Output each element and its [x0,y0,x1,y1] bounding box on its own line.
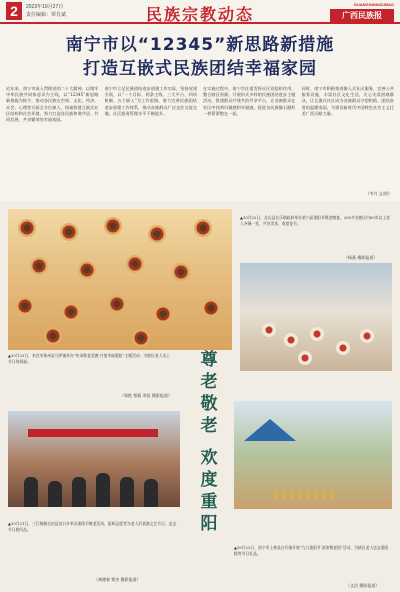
dish-illustration [16,297,34,315]
column-title: 民族宗教动态 [145,5,254,24]
article-column: 同时，南宁市积极推进嵌入式社区服务，完善公共服务设施，丰富社区文化生活，关心关爱困难群众，让互嵌式社区成为各族群众守望相助、团结奋进的温暖家园，为建设新时代中国特色社会主义壮美广西贡献力量。 [301,86,394,116]
plate-illustration [336,341,350,355]
photo-credit: （杨燕 摄影报道） [344,255,378,260]
photo-group-performance [8,411,180,507]
main-headline [0,34,400,80]
bottle-illustration [314,490,317,499]
slogan-char: 尊 [200,350,218,370]
page-number: 2 [6,2,22,20]
article-column: 南宁市立足民族团结进步创建工作实际，坚持党建引领，以“一个目标、两条主线、三大平台、四项机制、五个嵌入”为工作思路，着力完善民族团结进步创建工作体系，推动各族群众广泛交往交流交融，社区服务管理水平不断提升。 [104,86,197,116]
bottle-illustration [298,490,301,499]
photo-caption: ▲10月23日，来宾市象州县马坪镇举办“传承敬老美德 共度幸福重阳”主题活动，为辖区老人送上节日的祝福。 [8,353,170,364]
dish-illustration [104,217,122,235]
slogan-char: 老 [200,416,218,436]
dish-illustration [60,223,78,241]
plate-illustration [262,323,276,337]
vertical-slogan [188,349,230,535]
person-illustration [120,477,134,507]
slogan-char: 阳 [200,514,218,534]
dish-illustration [126,255,144,273]
dish-illustration [30,257,48,275]
brand-name: 广西民族报 [330,9,394,22]
slogan-gap [188,437,230,447]
dish-illustration [172,263,190,281]
headline-line-2: 打造互嵌式民族团结幸福家园 [83,59,317,79]
dish-illustration [194,219,212,237]
article-column: 近年来，南宁市深入贯彻党的二十大精神，以铸牢中华民族共同体意识为主线，以“12345”新思路新措施为抓手，推动各民族在空间、文化、经济、社会、心理等方面全方位嵌入，探索构建互嵌式社区结构和社会环境，努力打造各民族和谐共居、共同发展、共享繁荣的幸福家园。 [6,86,99,123]
plate-illustration [310,327,324,341]
person-illustration [48,481,62,507]
article-byline: （韦丹 文/图） [365,191,392,196]
slogan-char: 敬 [200,394,218,414]
slogan-char: 欢 [200,448,218,468]
bottle-illustration [282,490,285,499]
dish-illustration [132,329,150,347]
dish-illustration [148,225,166,243]
editor-credit: 责任编辑：覃肖斌 [26,12,67,18]
plate-illustration [360,329,374,343]
person-illustration [144,479,158,507]
dish-illustration [202,299,220,317]
page-header [0,0,400,24]
photo-credit: （文洁 摄影报道） [346,583,380,588]
person-illustration [72,477,86,507]
dish-illustration [154,305,172,323]
slogan-char: 度 [200,470,218,490]
photo-caption: ▲10月22日，北山县长乐镇政府举办第六届重阳节敬老晚宴，200多名辖区内65岁以上老人齐聚一堂，共享美食，欢度佳节。 [240,215,390,226]
newspaper-brand [330,2,394,22]
photo-caption: ▲10月21日，三江侗族自治县良口乡举办重阳节敬老活动，组织志愿者为老人们表演文艺节目，送去节日慰问品。 [8,521,177,532]
person-illustration [24,477,38,507]
dish-illustration [78,261,96,279]
plate-illustration [298,351,312,365]
person-illustration [96,473,110,507]
photo-outdoor-event [234,401,392,509]
bottle-illustration [306,490,309,499]
slogan-char: 重 [200,492,218,512]
dish-illustration [44,327,62,345]
plate-illustration [284,333,298,347]
photo-banquet [8,209,232,350]
brand-pinyin: GUANGXIMINZUBAO [353,2,394,7]
photo-elderly-dinner [240,263,392,371]
dish-illustration [18,219,36,237]
photo-caption: ▲10月23日，南宁市上林县白圩镇开展“九九重阳节 浓浓敬老情”活动，为辖区老人送去重阳糕等节日礼品。 [234,545,389,556]
dish-illustration [62,303,80,321]
photo-credit: （邹艳 覃燕 邓恒 摄影报道） [120,393,172,398]
bottle-illustration [274,490,277,499]
article-body [6,86,394,198]
photo-credit: （龚德春 覃杰 摄影报道） [94,577,141,582]
bottle-illustration [290,490,293,499]
dish-illustration [108,295,126,313]
bottle-illustration [322,490,325,499]
headline-line-1: 南宁市以“12345”新思路新措施 [65,35,335,55]
issue-date: 2023年10月27日 [26,4,64,10]
photo-spread [0,201,400,592]
article-column: 在实施过程中，南宁市注重发挥社区党组织作用，整合辖区资源，开展形式多样的民族团结进步主题活动，搭建群众共建共治共享平台，让各族群众在社区中找到归属感和幸福感，促进各民族像石榴籽一样紧紧抱在一起。 [203,86,296,116]
bottle-illustration [330,490,333,499]
banner-illustration [28,429,158,437]
slogan-char: 老 [200,372,218,392]
tent-illustration [244,419,296,441]
